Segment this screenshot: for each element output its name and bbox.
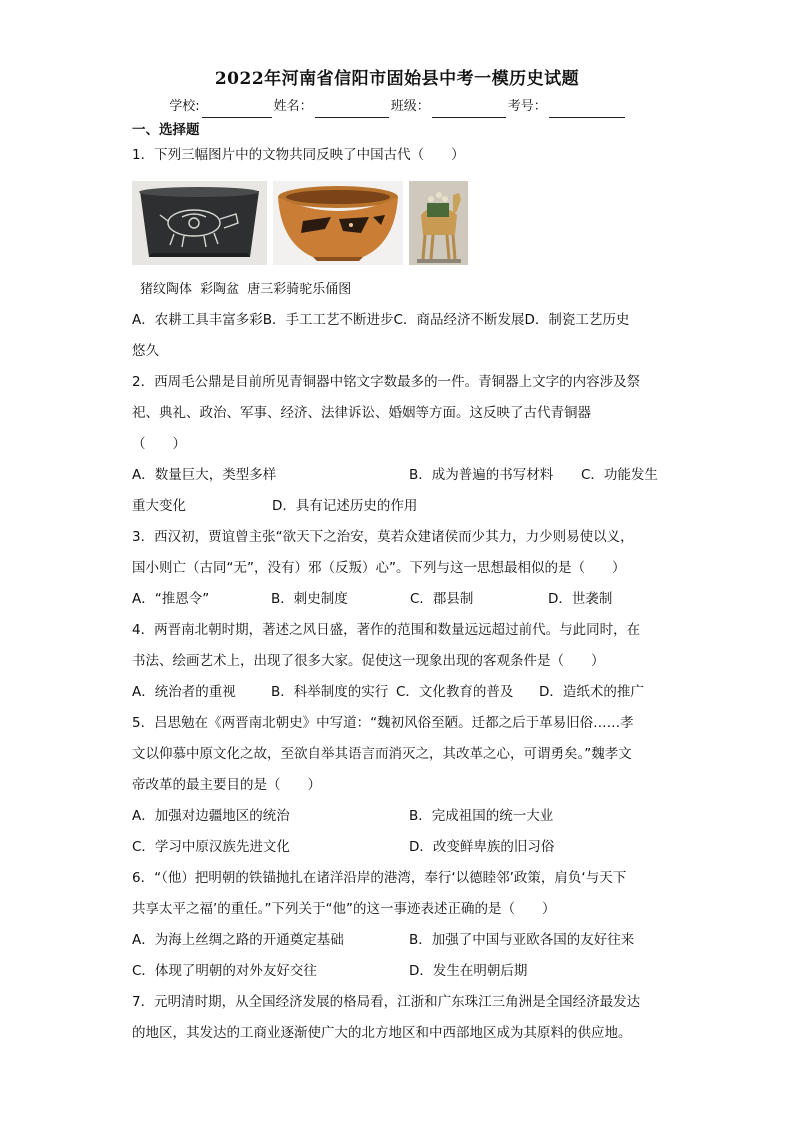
school-field[interactable]	[202, 101, 272, 118]
student-info-line	[132, 96, 662, 118]
option-a[interactable]: A．为海上丝绸之路的开通奠定基础	[132, 932, 344, 948]
question-3-line-2: 国小则亡（古同“无”，没有）邪（反叛）心”。下列与这一思想最相似的是（ ）	[132, 560, 626, 576]
question-4-options	[132, 677, 662, 708]
question-1-options	[132, 305, 662, 336]
page-title: 2022年河南省信阳市固始县中考一模历史试题	[214, 69, 580, 89]
option-c[interactable]: C．文化教育的普及	[396, 684, 514, 700]
option-c[interactable]: C．学习中原汉族先进文化	[132, 839, 290, 855]
option-d-continued: 悠久	[132, 343, 159, 359]
option-c[interactable]: C．功能发生	[581, 467, 658, 483]
name-field[interactable]	[315, 101, 389, 118]
option-c[interactable]: C．郡县制	[410, 591, 474, 607]
option-b[interactable]: B．科举制度的实行	[271, 684, 389, 700]
question-1-text: 1．下列三幅图片中的文物共同反映了中国古代（ ）	[132, 147, 465, 163]
number-field[interactable]	[549, 101, 625, 118]
pig-pottery-image	[132, 181, 267, 265]
option-a[interactable]: A．统治者的重视	[132, 684, 236, 700]
question-6-options-row-2	[132, 956, 662, 987]
name-label: 姓名：	[273, 99, 313, 114]
option-c-continued: 重大变化	[132, 498, 186, 514]
option-d[interactable]: D．发生在明朝后期	[409, 963, 528, 979]
question-6-line-2: 共享太平之福’的重任。”下列关于“他”的这一事迹表述正确的是（ ）	[132, 901, 556, 917]
question-3-line-1: 3．西汉初，贾谊曾主张“欲天下之治安，莫若众建诸侯而少其力，力少则易使以义，	[132, 529, 634, 545]
option-d[interactable]: D．制瓷工艺历史	[524, 312, 630, 328]
option-c[interactable]: C．体现了明朝的对外友好交往	[132, 963, 317, 979]
option-c[interactable]: C．商品经济不断发展	[393, 312, 525, 328]
question-5-line-3: 帝改革的最主要目的是（ ）	[132, 777, 321, 793]
option-d[interactable]: D．世袭制	[548, 591, 613, 607]
class-label: 班级：	[390, 99, 430, 114]
class-field[interactable]	[432, 101, 506, 118]
section-heading: 一、选择题	[132, 122, 200, 138]
question-2-options	[132, 460, 662, 491]
question-2-line-2: 祀、典礼、政治、军事、经济、法律诉讼、婚姻等方面。这反映了古代青铜器	[132, 405, 591, 421]
question-6-line-1: 6．“（他）把明朝的铁锚抛扎在诸洋沿岸的港湾，奉行‘以德睦邻’政策，肩负‘与天下	[132, 870, 627, 886]
question-3-options	[132, 584, 662, 615]
question-4-line-1: 4．两晋南北朝时期，著述之风日盛，著作的范围和数量远远超过前代。与此同时，在	[132, 622, 641, 638]
question-1-image-caption: 猪纹陶体 彩陶盆 唐三彩骑驼乐俑图	[140, 282, 352, 297]
option-b[interactable]: B．手工工艺不断进步	[262, 312, 394, 328]
question-6-options-row-1	[132, 925, 662, 956]
question-2-line-1: 2．西周毛公鼎是目前所见青铜器中铭文字数最多的一件。青铜器上文字的内容涉及祭	[132, 374, 641, 390]
option-a[interactable]: A．加强对边疆地区的统治	[132, 808, 290, 824]
question-5-line-1: 5．吕思勉在《两晋南北朝史》中写道：“魏初风俗至陋。迁都之后于革易旧俗……孝	[132, 715, 634, 731]
exam-page	[132, 66, 662, 1049]
tang-sancai-camel-image	[409, 181, 468, 265]
option-a[interactable]: A．农耕工具丰富多彩	[132, 312, 263, 328]
question-7-line-1: 7．元明清时期，从全国经济发展的格局看，江浙和广东珠江三角洲是全国经济最发达	[132, 994, 641, 1010]
school-label: 学校:	[169, 99, 200, 114]
question-5-options-row-1	[132, 801, 662, 832]
number-label: 考号：	[507, 99, 547, 114]
option-b[interactable]: B．刺史制度	[271, 591, 348, 607]
option-d[interactable]: D．改变鲜卑族的旧习俗	[409, 839, 555, 855]
painted-pottery-basin-image	[273, 181, 403, 265]
option-a[interactable]: A．“推恩令”	[132, 591, 210, 607]
question-5-line-2: 文以仰慕中原文化之故，至欲自举其语言而消灭之，其改革之心，可谓勇矣。”魏孝文	[132, 746, 632, 762]
option-b[interactable]: B．成为普遍的书写材料	[409, 467, 554, 483]
option-b[interactable]: B．完成祖国的统一大业	[409, 808, 554, 824]
option-d[interactable]: D．造纸术的推广	[539, 684, 644, 700]
option-a[interactable]: A．数量巨大，类型多样	[132, 467, 277, 483]
question-7-line-2: 的地区，其发达的工商业逐渐使广大的北方地区和中西部地区成为其原料的供应地。	[132, 1025, 632, 1041]
option-b[interactable]: B．加强了中国与亚欧各国的友好往来	[409, 932, 635, 948]
question-2-line-3: （ ）	[132, 436, 186, 452]
question-5-options-row-2	[132, 832, 662, 863]
question-4-line-2: 书法、绘画艺术上，出现了很多大家。促使这一现象出现的客观条件是（ ）	[132, 653, 605, 669]
question-1-images	[132, 181, 662, 267]
option-d[interactable]: D．具有记述历史的作用	[272, 498, 418, 514]
